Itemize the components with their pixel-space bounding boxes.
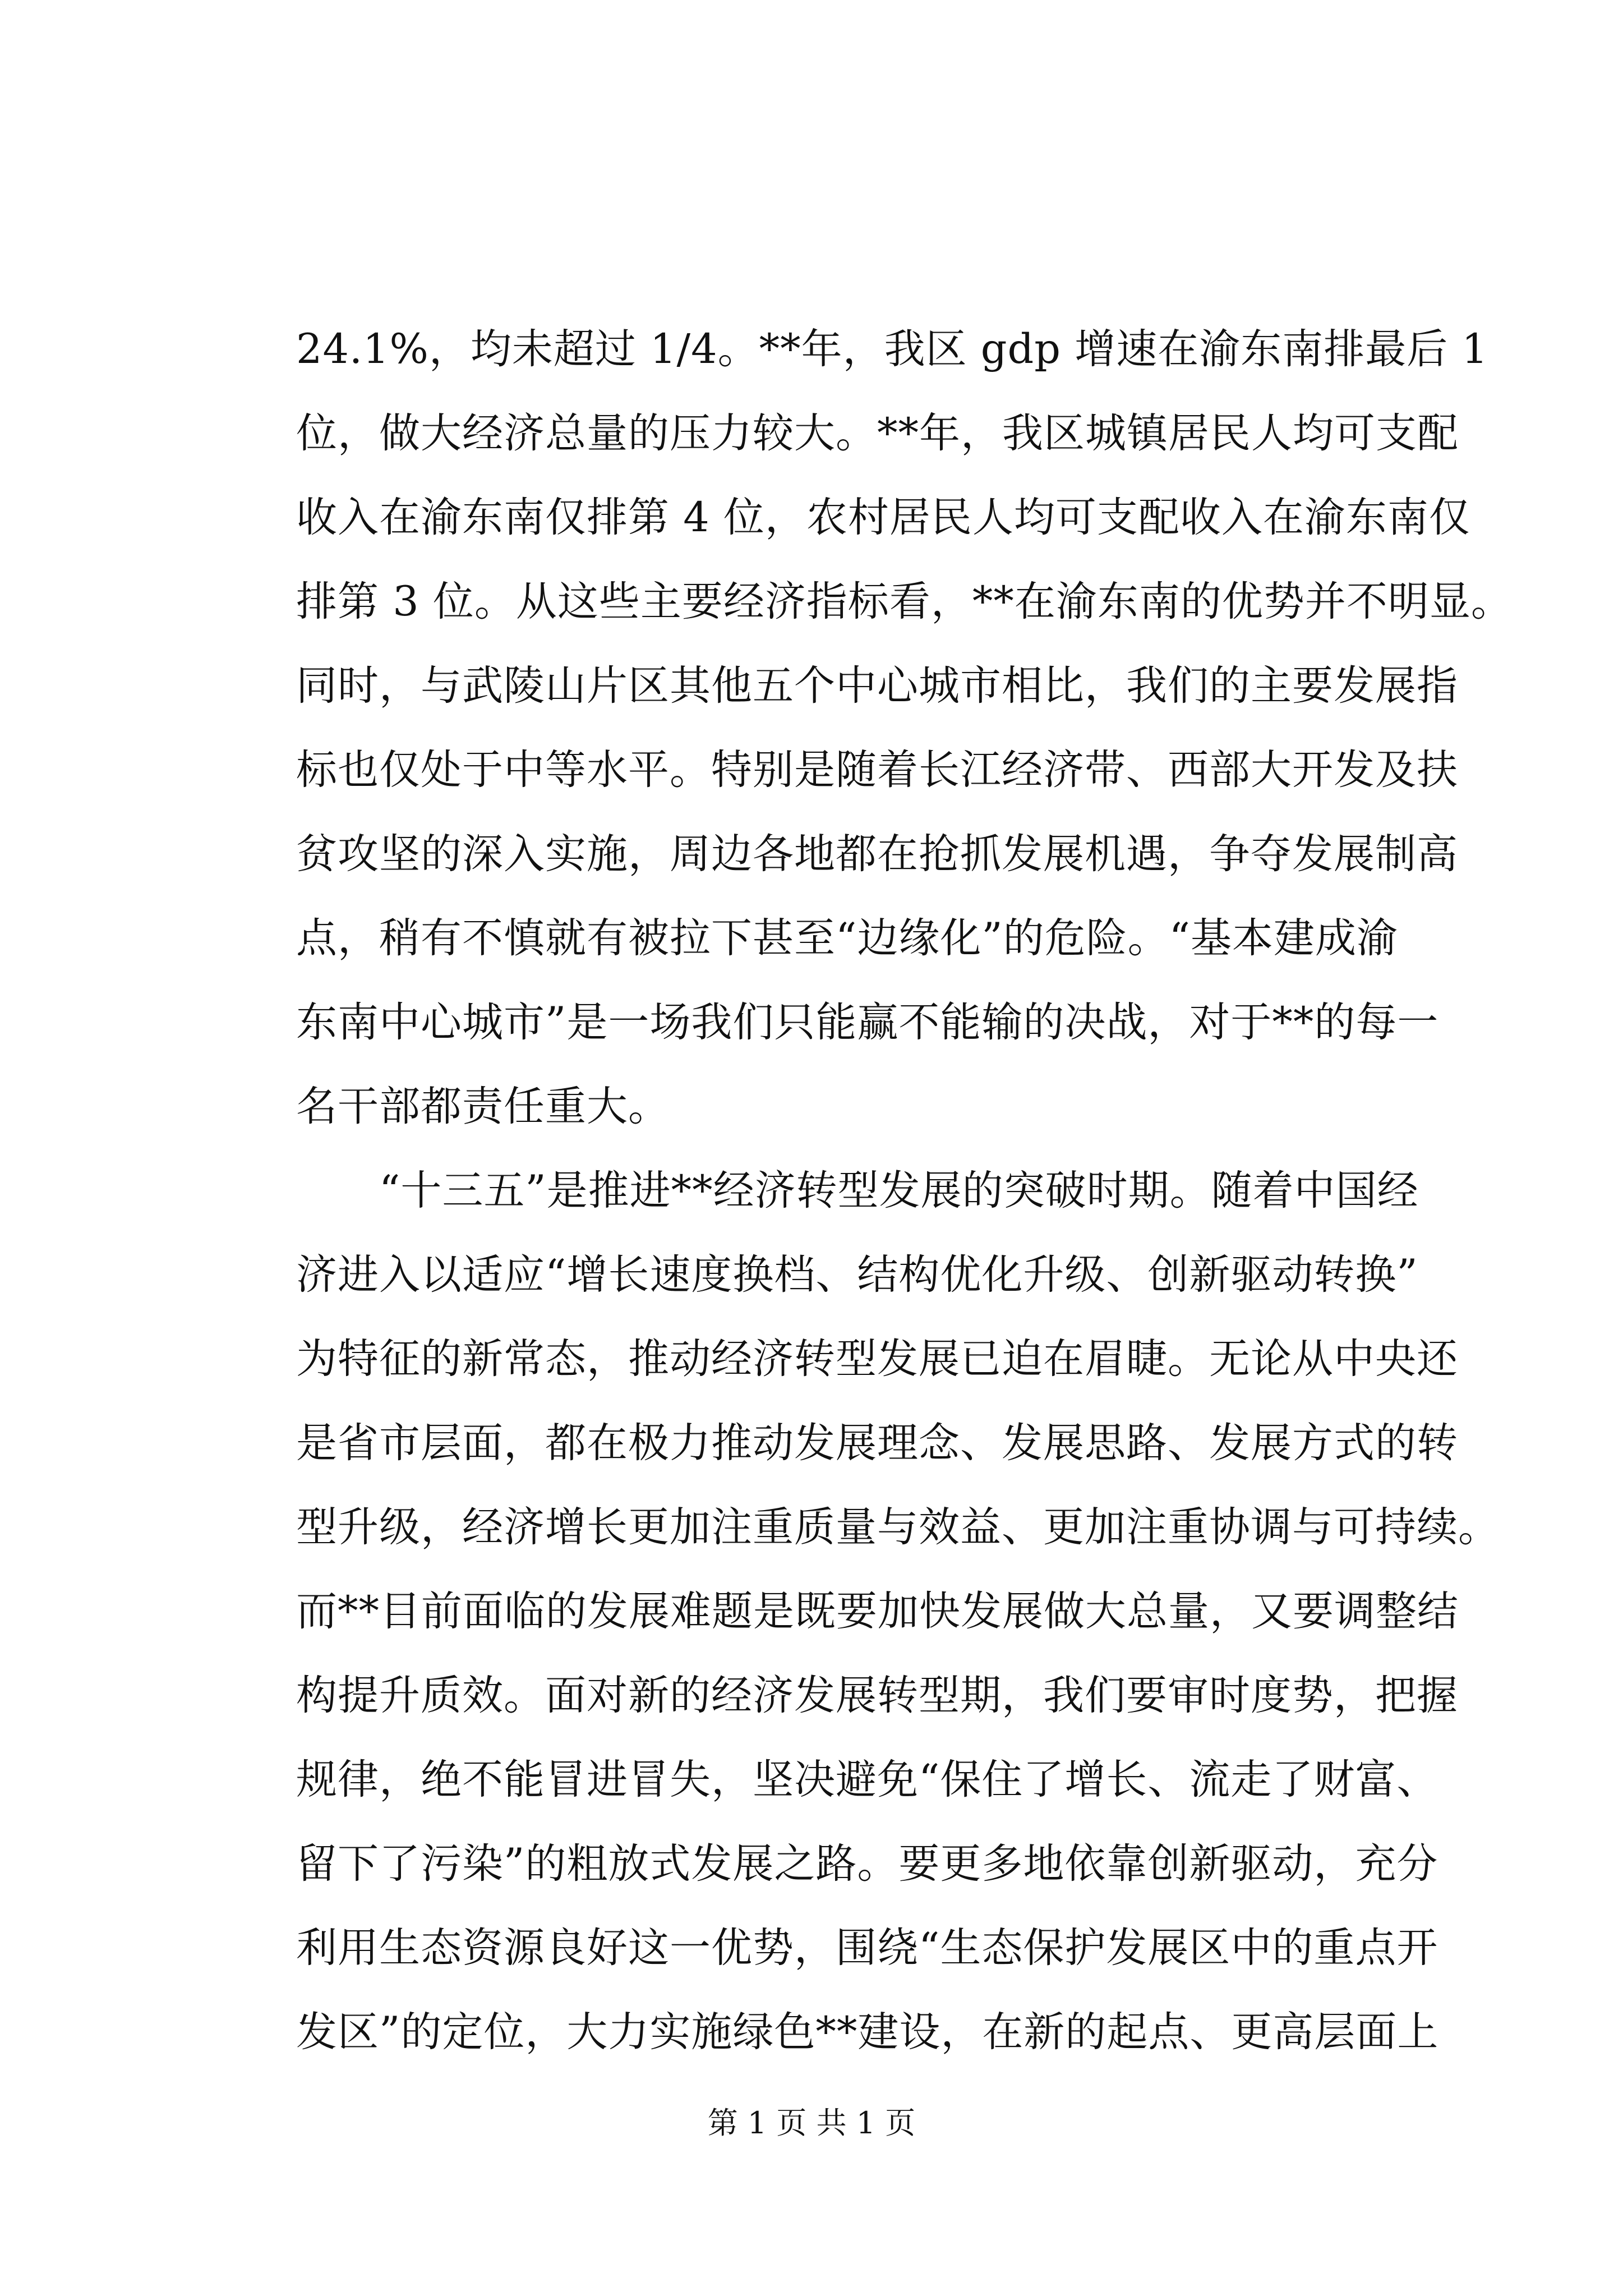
text-line: 构提升质效。面对新的经济发展转型期，我们要审时度势，把握 <box>296 1672 1458 1719</box>
text-line: “十三五”是推进**经济转型发展的突破时期。随着中国经 <box>296 1167 1419 1214</box>
text-line: 济进入以适应“增长速度换档、结构优化升级、创新驱动转换” <box>296 1251 1418 1299</box>
text-line: 型升级，经济增长更加注重质量与效益、更加注重协调与可持续。 <box>296 1503 1500 1551</box>
text-line: 为特征的新常态，推动经济转型发展已迫在眉睫。无论从中央还 <box>296 1335 1458 1383</box>
text-line: 收入在渝东南仅排第 4 位，农村居民人均可支配收入在渝东南仅 <box>296 494 1470 541</box>
text-line: 排第 3 位。从这些主要经济指标看，**在渝东南的优势并不明显。 <box>296 578 1513 625</box>
text-line: 规律，绝不能冒进冒失，坚决避免“保住了增长、流走了财富、 <box>296 1756 1438 1803</box>
text-line: 点，稍有不慎就有被拉下甚至“边缘化”的危险。“基本建成渝 <box>296 914 1398 962</box>
text-line: 名干部都责任重大。 <box>296 1083 670 1130</box>
text-line: 同时，与武陵山片区其他五个中心城市相比，我们的主要发展指 <box>296 662 1458 710</box>
text-line: 东南中心城市”是一场我们只能赢不能输的决战，对于**的每一 <box>296 999 1439 1046</box>
text-line: 24.1%，均未超过 1/4。**年，我区 gdp 增速在渝东南排最后 1 <box>296 325 1488 373</box>
text-line: 发区”的定位，大力实施绿色**建设，在新的起点、更高层面上 <box>296 2008 1439 2056</box>
text-line: 位，做大经济总量的压力较大。**年，我区城镇居民人均可支配 <box>296 409 1459 457</box>
text-line: 而**目前面临的发展难题是既要加快发展做大总量，又要调整结 <box>296 1588 1459 1635</box>
text-line: 是省市层面，都在极力推动发展理念、发展思路、发展方式的转 <box>296 1419 1458 1467</box>
page-footer: 第 1 页 共 1 页 <box>707 2105 916 2141</box>
text-line: 留下了污染”的粗放式发展之路。要更多地依靠创新驱动，充分 <box>296 1840 1438 1888</box>
text-line: 标也仅处于中等水平。特别是随着长江经济带、西部大开发及扶 <box>296 746 1458 794</box>
text-line: 利用生态资源良好这一优势，围绕“生态保护发展区中的重点开 <box>296 1924 1438 1972</box>
text-line: 贫攻坚的深入实施，周边各地都在抢抓发展机遇，争夺发展制高 <box>296 830 1458 878</box>
body-text <box>296 307 1513 2074</box>
